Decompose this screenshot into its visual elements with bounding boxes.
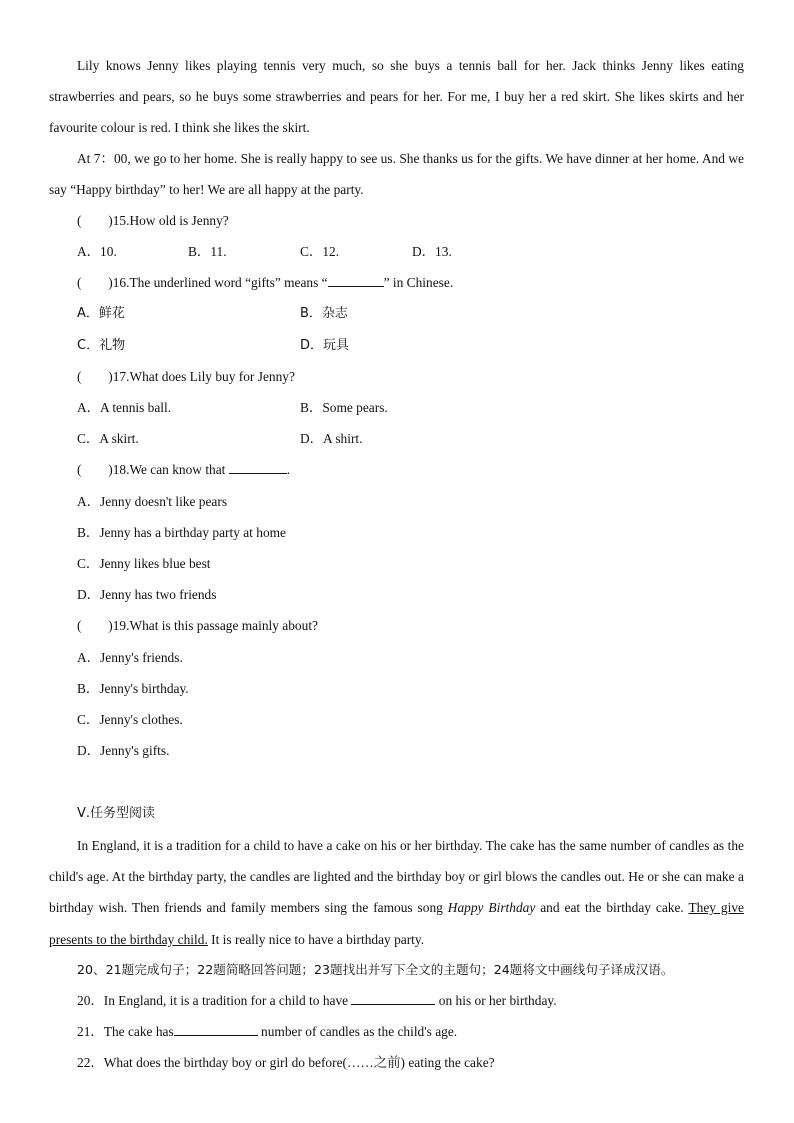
q17-option-b: B．Some pears. [300, 400, 388, 415]
q20-after: on his or her birthday. [435, 993, 557, 1008]
question-19-stem: ( )19.What is this passage mainly about? [77, 618, 318, 633]
q18-answer-blank[interactable] [229, 461, 287, 474]
question-16-stem [77, 273, 453, 293]
q16-option-a: A．鲜花 [77, 306, 125, 321]
q18-stem-before: ( )18.We can know that [77, 462, 229, 477]
q21-answer-blank[interactable] [174, 1023, 258, 1036]
question-18-stem [77, 460, 290, 480]
question-22: 22．What does the birthday boy or girl do before(……之前) eating the cake? [77, 1055, 495, 1070]
q16-option-c: C．礼物 [77, 338, 126, 353]
q18-option-a: A．Jenny doesn't like pears [77, 494, 228, 509]
q18-option-c: C．Jenny likes blue best [77, 556, 211, 571]
question-20 [77, 991, 557, 1011]
q16-answer-blank[interactable] [328, 274, 384, 287]
q19-option-b: B．Jenny's birthday. [77, 681, 189, 696]
passage-paragraph-2: At 7：00, we go to her home. She is really happy to see us. She thanks us for the gifts. We have dinner at her home. And we say “Happy birthday” to her! We are all happy at the party. [49, 151, 744, 198]
q17-option-a: A．A tennis ball. [77, 400, 172, 415]
q15-option-b: B．11. [188, 244, 227, 259]
q20-answer-blank[interactable] [351, 992, 435, 1005]
q16-stem-after: ” in Chinese. [383, 275, 454, 290]
q18-stem-after: . [286, 462, 291, 477]
passage-text-part-2: and eat the birthday cake. [535, 900, 689, 916]
q17-option-c: C．A skirt. [77, 431, 139, 446]
q17-option-d: D．A shirt. [300, 431, 363, 446]
section-5-passage [49, 830, 744, 955]
passage-text-end: It is really nice to have a birthday party. [207, 931, 425, 947]
q19-option-c: C．Jenny's clothes. [77, 712, 183, 727]
q18-option-d: D．Jenny has two friends [77, 587, 217, 602]
q21-after: number of candles as the child's age. [257, 1024, 458, 1039]
q15-option-d: D．13. [412, 244, 452, 259]
q18-option-b: B．Jenny has a birthday party at home [77, 525, 286, 540]
question-21 [77, 1022, 457, 1042]
song-title: Happy Birthday [447, 900, 536, 916]
q16-option-d: D．玩具 [300, 338, 350, 353]
q16-option-b: B．杂志 [300, 306, 348, 321]
question-15-stem: ( )15.How old is Jenny? [77, 213, 229, 228]
question-17-stem: ( )17.What does Lily buy for Jenny? [77, 369, 295, 384]
q19-option-d: D．Jenny's gifts. [77, 743, 170, 758]
underlined-sentence: They give presents to the birthday child. [49, 900, 744, 947]
task-instructions: 20、21题完成句子；22题简略回答问题；23题找出并写下全文的主题句；24题将文中画线句子译成汉语。 [77, 962, 674, 977]
q19-option-a: A．Jenny's friends. [77, 650, 183, 665]
q21-before: 21．The cake has [77, 1024, 174, 1039]
section-5-heading: Ⅴ.任务型阅读 [77, 806, 156, 821]
passage-paragraph-1: Lily knows Jenny likes playing tennis very much, so she buys a tennis ball for her. Jack thinks Jenny likes eating strawberries and pears, so he buys some strawberries and pears for her. For me, I buy her a red skirt. She likes skirts and her favourite colour is red. I think she likes the skirt. [49, 58, 744, 136]
q20-before: 20．In England, it is a tradition for a child to have [77, 993, 352, 1008]
q16-stem-before: ( )16.The underlined word “gifts” means “ [77, 275, 328, 290]
q15-option-c: C．12. [300, 244, 340, 259]
q15-option-a: A．10. [77, 244, 117, 259]
passage-text-part-1: In England, it is a tradition for a child to have a cake on his or her birthday. The cake has the same number of candles as the child's age. At the birthday party, the candles are lighted and the birthday boy or girl blows the candles out. He or she can make a birthday wish. Then friends and family members sing the famous song [49, 838, 744, 916]
